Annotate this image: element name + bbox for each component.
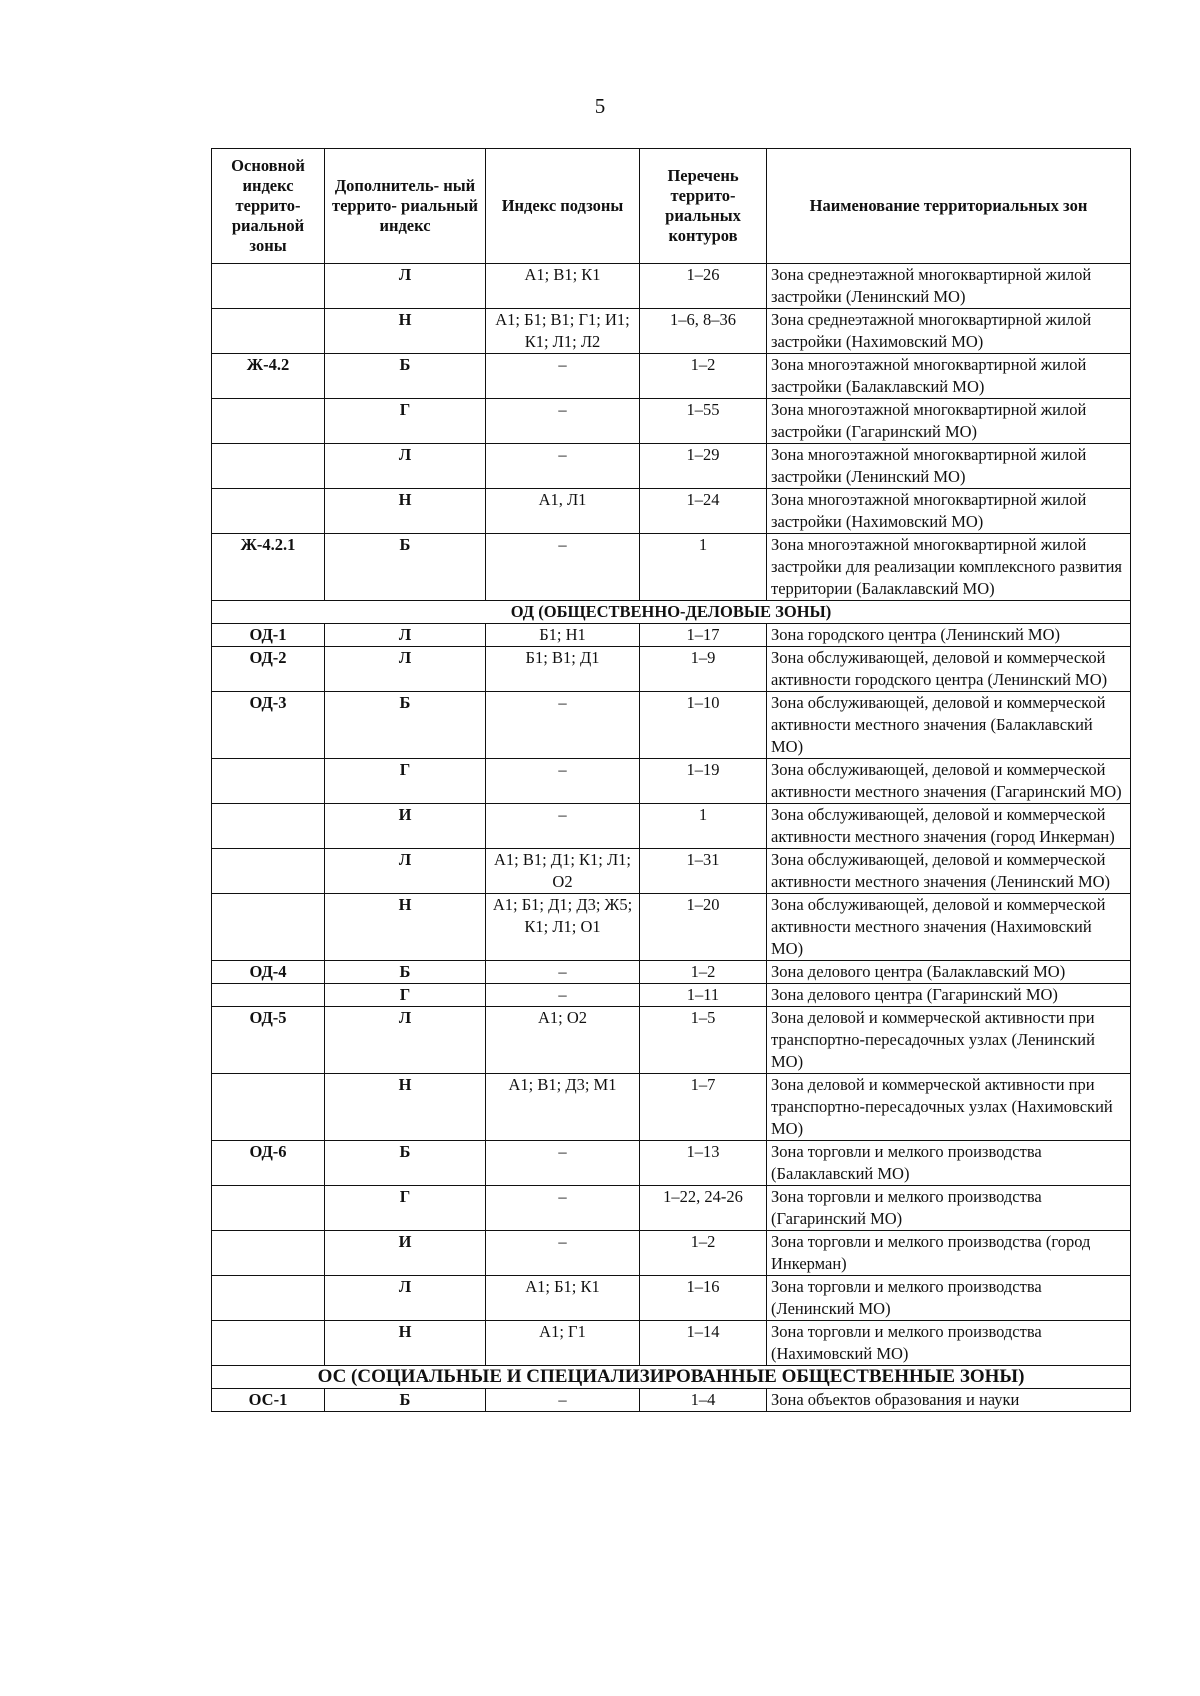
cell-contours: 1–20 xyxy=(640,894,767,961)
cell-main-index: Ж-4.2 xyxy=(212,354,325,399)
cell-additional-index: И xyxy=(325,1231,486,1276)
cell-subzone-index: А1; Б1; В1; Г1; И1; К1; Л1; Л2 xyxy=(486,309,640,354)
table-row xyxy=(212,1321,1131,1366)
cell-additional-index: Н xyxy=(325,1321,486,1366)
section-title: ОД (ОБЩЕСТВЕННО-ДЕЛОВЫЕ ЗОНЫ) xyxy=(212,601,1131,624)
cell-contours: 1 xyxy=(640,804,767,849)
cell-contours: 1–31 xyxy=(640,849,767,894)
table-row xyxy=(212,444,1131,489)
table-row xyxy=(212,759,1131,804)
cell-contours: 1–2 xyxy=(640,961,767,984)
cell-subzone-index: – xyxy=(486,1231,640,1276)
table-row xyxy=(212,647,1131,692)
table-row xyxy=(212,1074,1131,1141)
cell-additional-index: Н xyxy=(325,894,486,961)
cell-subzone-index: – xyxy=(486,1186,640,1231)
cell-zone-name: Зона объектов образования и науки xyxy=(767,1389,1131,1412)
header-contours-list: Перечень террито- риальных контуров xyxy=(640,149,767,264)
cell-contours: 1–2 xyxy=(640,1231,767,1276)
table-row xyxy=(212,624,1131,647)
cell-subzone-index: – xyxy=(486,354,640,399)
cell-additional-index: Г xyxy=(325,759,486,804)
cell-contours: 1–22, 24-26 xyxy=(640,1186,767,1231)
cell-additional-index: Л xyxy=(325,444,486,489)
cell-zone-name: Зона многоэтажной многоквартирной жилой застройки (Ленинский МО) xyxy=(767,444,1131,489)
cell-contours: 1–6, 8–36 xyxy=(640,309,767,354)
cell-subzone-index: Б1; Н1 xyxy=(486,624,640,647)
cell-zone-name: Зона торговли и мелкого производства (Гагаринский МО) xyxy=(767,1186,1131,1231)
page-number: 5 xyxy=(594,94,606,118)
cell-main-index xyxy=(212,1276,325,1321)
cell-additional-index: Л xyxy=(325,849,486,894)
cell-zone-name: Зона многоэтажной многоквартирной жилой застройки (Нахимовский МО) xyxy=(767,489,1131,534)
cell-subzone-index: – xyxy=(486,444,640,489)
cell-subzone-index: А1; Б1; К1 xyxy=(486,1276,640,1321)
cell-subzone-index: Б1; В1; Д1 xyxy=(486,647,640,692)
cell-zone-name: Зона обслуживающей, деловой и коммерческой активности местного значения (Гагаринский МО) xyxy=(767,759,1131,804)
cell-main-index xyxy=(212,489,325,534)
cell-subzone-index: А1; Г1 xyxy=(486,1321,640,1366)
cell-additional-index: Л xyxy=(325,624,486,647)
section-row xyxy=(212,601,1131,624)
cell-subzone-index: А1; О2 xyxy=(486,1007,640,1074)
cell-additional-index: Н xyxy=(325,489,486,534)
cell-subzone-index: – xyxy=(486,692,640,759)
cell-zone-name: Зона торговли и мелкого производства (город Инкерман) xyxy=(767,1231,1131,1276)
cell-zone-name: Зона обслуживающей, деловой и коммерческой активности местного значения (Нахимовский МО) xyxy=(767,894,1131,961)
cell-main-index xyxy=(212,1231,325,1276)
table-row xyxy=(212,309,1131,354)
cell-subzone-index: – xyxy=(486,1389,640,1412)
cell-contours: 1–55 xyxy=(640,399,767,444)
cell-zone-name: Зона многоэтажной многоквартирной жилой застройки (Гагаринский МО) xyxy=(767,399,1131,444)
cell-zone-name: Зона среднеэтажной многоквартирной жилой застройки (Ленинский МО) xyxy=(767,264,1131,309)
cell-additional-index: Б xyxy=(325,534,486,601)
cell-main-index: ОД-6 xyxy=(212,1141,325,1186)
cell-contours: 1–19 xyxy=(640,759,767,804)
cell-additional-index: Л xyxy=(325,1007,486,1074)
cell-zone-name: Зона многоэтажной многоквартирной жилой застройки (Балаклавский МО) xyxy=(767,354,1131,399)
table-row xyxy=(212,1007,1131,1074)
cell-subzone-index: А1; В1; Д1; К1; Л1; О2 xyxy=(486,849,640,894)
cell-main-index xyxy=(212,759,325,804)
section-row xyxy=(212,1366,1131,1389)
cell-additional-index: Б xyxy=(325,961,486,984)
cell-subzone-index: А1; В1; К1 xyxy=(486,264,640,309)
cell-zone-name: Зона торговли и мелкого производства (Ленинский МО) xyxy=(767,1276,1131,1321)
cell-main-index xyxy=(212,309,325,354)
cell-zone-name: Зона торговли и мелкого производства (Нахимовский МО) xyxy=(767,1321,1131,1366)
cell-zone-name: Зона обслуживающей, деловой и коммерческой активности местного значения (Балаклавский МО) xyxy=(767,692,1131,759)
cell-contours: 1–24 xyxy=(640,489,767,534)
header-zone-name: Наименование территориальных зон xyxy=(767,149,1131,264)
cell-zone-name: Зона делового центра (Гагаринский МО) xyxy=(767,984,1131,1007)
cell-main-index xyxy=(212,264,325,309)
table-row xyxy=(212,354,1131,399)
cell-subzone-index: А1; В1; Д3; М1 xyxy=(486,1074,640,1141)
cell-main-index xyxy=(212,1186,325,1231)
cell-zone-name: Зона многоэтажной многоквартирной жилой застройки для реализации комплексного развития территории (Балаклавский МО) xyxy=(767,534,1131,601)
cell-zone-name: Зона городского центра (Ленинский МО) xyxy=(767,624,1131,647)
cell-main-index: ОС-1 xyxy=(212,1389,325,1412)
cell-main-index xyxy=(212,804,325,849)
cell-subzone-index: – xyxy=(486,759,640,804)
cell-main-index xyxy=(212,444,325,489)
table-header-row xyxy=(212,149,1131,264)
cell-zone-name: Зона обслуживающей, деловой и коммерческой активности городского центра (Ленинский МО) xyxy=(767,647,1131,692)
cell-main-index xyxy=(212,1074,325,1141)
cell-contours: 1–5 xyxy=(640,1007,767,1074)
cell-contours: 1–4 xyxy=(640,1389,767,1412)
table-row xyxy=(212,849,1131,894)
cell-additional-index: Л xyxy=(325,647,486,692)
cell-main-index xyxy=(212,399,325,444)
cell-subzone-index: – xyxy=(486,961,640,984)
cell-zone-name: Зона обслуживающей, деловой и коммерческой активности местного значения (город Инкерман) xyxy=(767,804,1131,849)
header-additional-index: Дополнитель- ный террито- риальный индекс xyxy=(325,149,486,264)
cell-zone-name: Зона среднеэтажной многоквартирной жилой застройки (Нахимовский МО) xyxy=(767,309,1131,354)
cell-additional-index: Б xyxy=(325,1389,486,1412)
cell-additional-index: Б xyxy=(325,692,486,759)
cell-contours: 1–11 xyxy=(640,984,767,1007)
section-title: ОС (СОЦИАЛЬНЫЕ И СПЕЦИАЛИЗИРОВАННЫЕ ОБЩЕСТВЕННЫЕ ЗОНЫ) xyxy=(212,1366,1131,1389)
cell-zone-name: Зона деловой и коммерческой активности при транспортно-пересадочных узлах (Нахимовский МО) xyxy=(767,1074,1131,1141)
cell-contours: 1–26 xyxy=(640,264,767,309)
cell-additional-index: Б xyxy=(325,1141,486,1186)
table-row xyxy=(212,264,1131,309)
cell-subzone-index: – xyxy=(486,1141,640,1186)
cell-main-index: ОД-3 xyxy=(212,692,325,759)
cell-main-index: ОД-5 xyxy=(212,1007,325,1074)
cell-main-index: ОД-2 xyxy=(212,647,325,692)
table-row xyxy=(212,984,1131,1007)
table-row xyxy=(212,1276,1131,1321)
cell-additional-index: Н xyxy=(325,1074,486,1141)
table-row xyxy=(212,1231,1131,1276)
cell-subzone-index: – xyxy=(486,534,640,601)
cell-contours: 1–7 xyxy=(640,1074,767,1141)
cell-contours: 1–2 xyxy=(640,354,767,399)
cell-contours: 1–16 xyxy=(640,1276,767,1321)
cell-contours: 1–13 xyxy=(640,1141,767,1186)
table-row xyxy=(212,1186,1131,1231)
cell-contours: 1–14 xyxy=(640,1321,767,1366)
cell-main-index: ОД-1 xyxy=(212,624,325,647)
cell-contours: 1–10 xyxy=(640,692,767,759)
cell-subzone-index: А1; Б1; Д1; Д3; Ж5; К1; Л1; О1 xyxy=(486,894,640,961)
table-row xyxy=(212,399,1131,444)
cell-additional-index: Л xyxy=(325,264,486,309)
header-subzone-index: Индекс подзоны xyxy=(486,149,640,264)
cell-subzone-index: А1, Л1 xyxy=(486,489,640,534)
table-row xyxy=(212,961,1131,984)
cell-main-index xyxy=(212,984,325,1007)
cell-zone-name: Зона делового центра (Балаклавский МО) xyxy=(767,961,1131,984)
cell-main-index: Ж-4.2.1 xyxy=(212,534,325,601)
cell-contours: 1 xyxy=(640,534,767,601)
cell-additional-index: Н xyxy=(325,309,486,354)
cell-zone-name: Зона торговли и мелкого производства (Балаклавский МО) xyxy=(767,1141,1131,1186)
cell-zone-name: Зона обслуживающей, деловой и коммерческой активности местного значения (Ленинский МО) xyxy=(767,849,1131,894)
cell-zone-name: Зона деловой и коммерческой активности при транспортно-пересадочных узлах (Ленинский МО) xyxy=(767,1007,1131,1074)
cell-subzone-index: – xyxy=(486,399,640,444)
cell-contours: 1–29 xyxy=(640,444,767,489)
cell-additional-index: Л xyxy=(325,1276,486,1321)
table-row xyxy=(212,489,1131,534)
cell-additional-index: Г xyxy=(325,399,486,444)
table-row xyxy=(212,804,1131,849)
zones-table xyxy=(211,148,1131,1412)
table-row xyxy=(212,1141,1131,1186)
cell-contours: 1–17 xyxy=(640,624,767,647)
cell-subzone-index: – xyxy=(486,984,640,1007)
cell-main-index xyxy=(212,849,325,894)
cell-additional-index: Б xyxy=(325,354,486,399)
header-main-index: Основной индекс террито- риальной зоны xyxy=(212,149,325,264)
cell-additional-index: И xyxy=(325,804,486,849)
cell-additional-index: Г xyxy=(325,1186,486,1231)
cell-additional-index: Г xyxy=(325,984,486,1007)
table-row xyxy=(212,894,1131,961)
table-row xyxy=(212,1389,1131,1412)
table-row xyxy=(212,692,1131,759)
cell-main-index: ОД-4 xyxy=(212,961,325,984)
table-row xyxy=(212,534,1131,601)
zones-table-body xyxy=(212,264,1131,1412)
cell-contours: 1–9 xyxy=(640,647,767,692)
cell-main-index xyxy=(212,894,325,961)
cell-subzone-index: – xyxy=(486,804,640,849)
cell-main-index xyxy=(212,1321,325,1366)
